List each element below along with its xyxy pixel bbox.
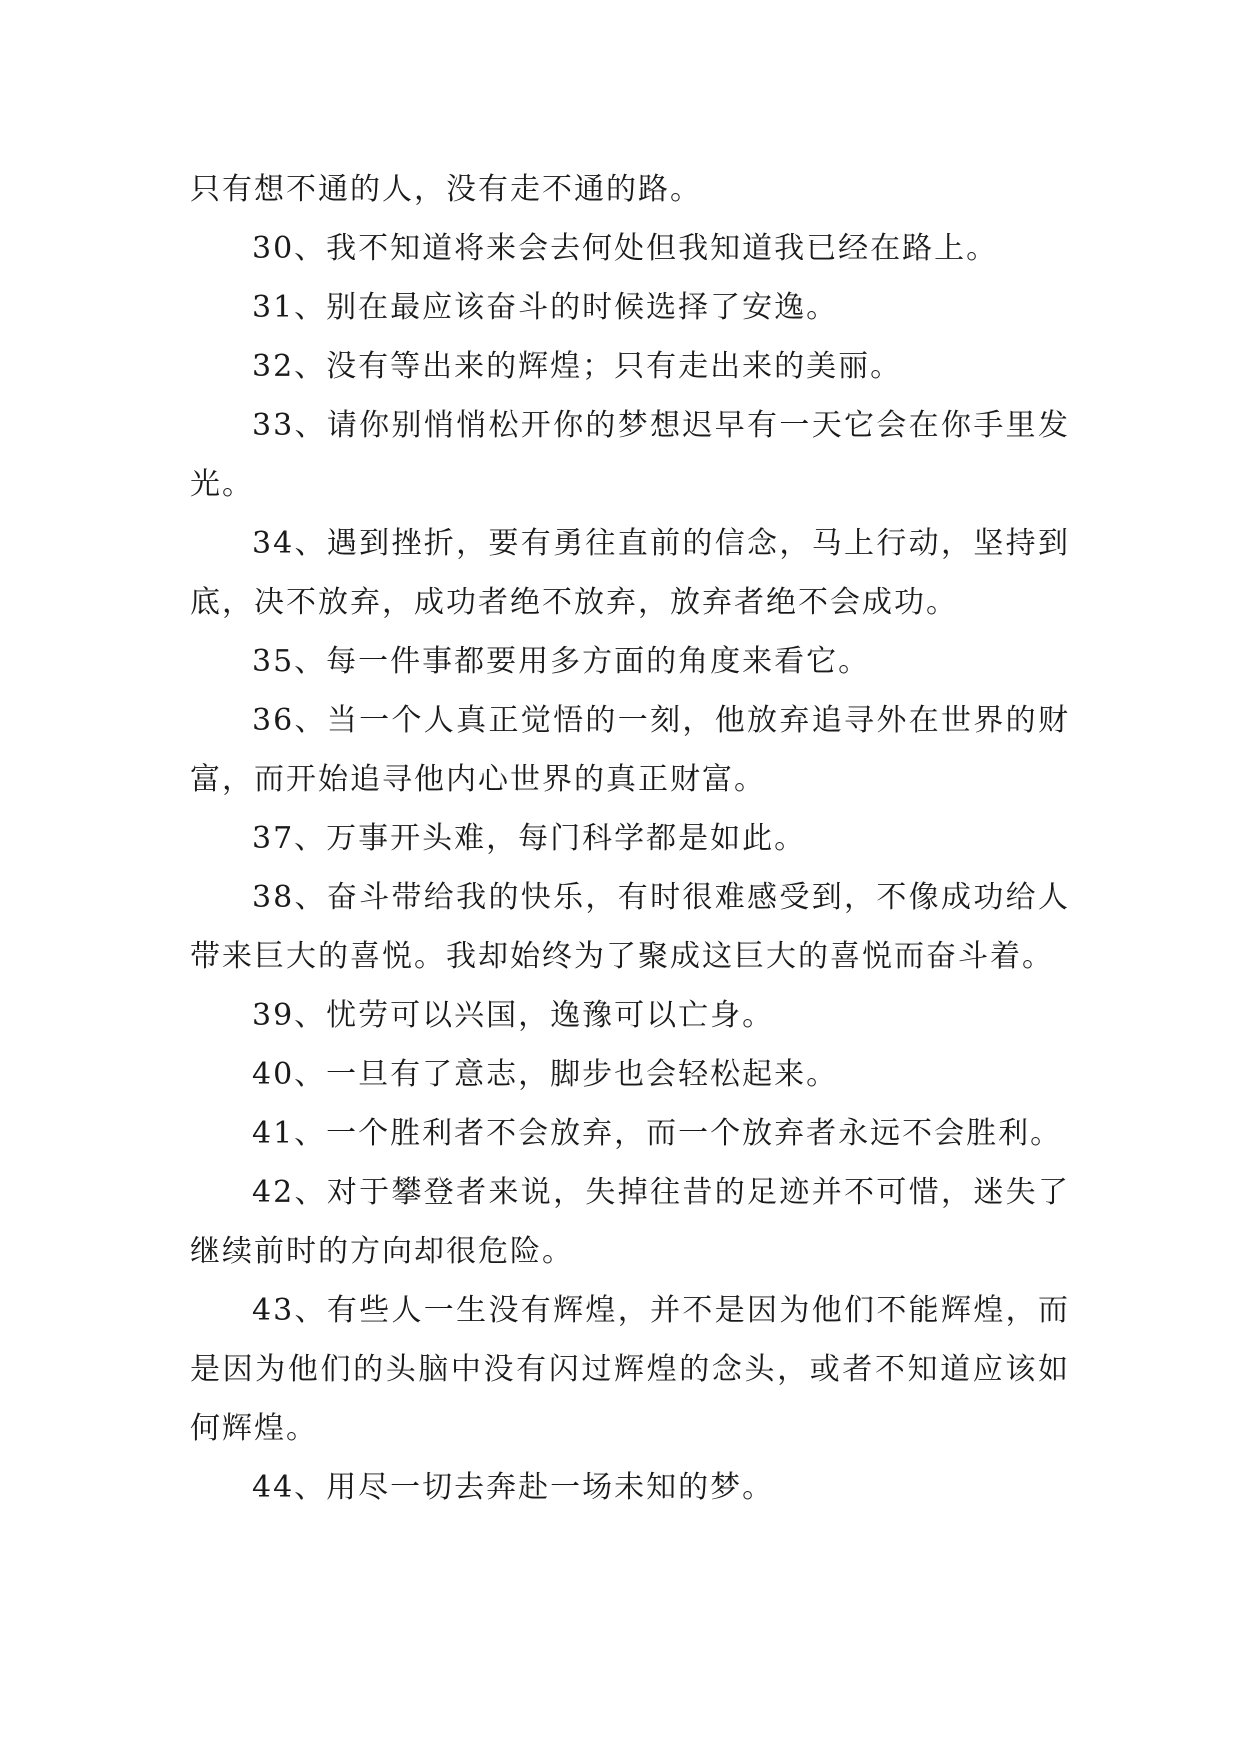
quote-35: 35、每一件事都要用多方面的角度来看它。 bbox=[252, 644, 871, 679]
quote-43: 43、有些人一生没有辉煌，并不是因为他们不能辉煌，而是因为他们的头脑中没有闪过辉煌的念头，或者不知道应该如何辉煌。 bbox=[190, 1293, 1070, 1446]
quote-38: 38、奋斗带给我的快乐，有时很难感受到，不像成功给人带来巨大的喜悦。我却始终为了聚成这巨大的喜悦而奋斗着。 bbox=[190, 880, 1070, 974]
quote-33: 33、请你别悄悄松开你的梦想迟早有一天它会在你手里发光。 bbox=[190, 408, 1070, 502]
quote-30: 30、我不知道将来会去何处但我知道我已经在路上。 bbox=[252, 231, 999, 266]
quote-39: 39、忧劳可以兴国，逸豫可以亡身。 bbox=[252, 998, 775, 1033]
quote-42: 42、对于攀登者来说，失掉往昔的足迹并不可惜，迷失了继续前时的方向却很危险。 bbox=[190, 1175, 1070, 1269]
quote-44: 44、用尽一切去奔赴一场未知的梦。 bbox=[252, 1470, 775, 1505]
quote-37: 37、万事开头难，每门科学都是如此。 bbox=[252, 821, 807, 856]
quote-32: 32、没有等出来的辉煌；只有走出来的美丽。 bbox=[252, 349, 903, 384]
quote-40: 40、一旦有了意志，脚步也会轻松起来。 bbox=[252, 1057, 839, 1092]
body-text bbox=[190, 160, 1070, 1517]
quote-31: 31、别在最应该奋斗的时候选择了安逸。 bbox=[252, 290, 839, 325]
paragraph-continuation: 只有想不通的人，没有走不通的路。 bbox=[190, 172, 702, 207]
quote-34: 34、遇到挫折，要有勇往直前的信念，马上行动，坚持到底，决不放弃，成功者绝不放弃，放弃者绝不会成功。 bbox=[190, 526, 1070, 620]
quote-41: 41、一个胜利者不会放弃，而一个放弃者永远不会胜利。 bbox=[252, 1116, 1063, 1151]
quote-36: 36、当一个人真正觉悟的一刻，他放弃追寻外在世界的财富，而开始追寻他内心世界的真正财富。 bbox=[190, 703, 1070, 797]
